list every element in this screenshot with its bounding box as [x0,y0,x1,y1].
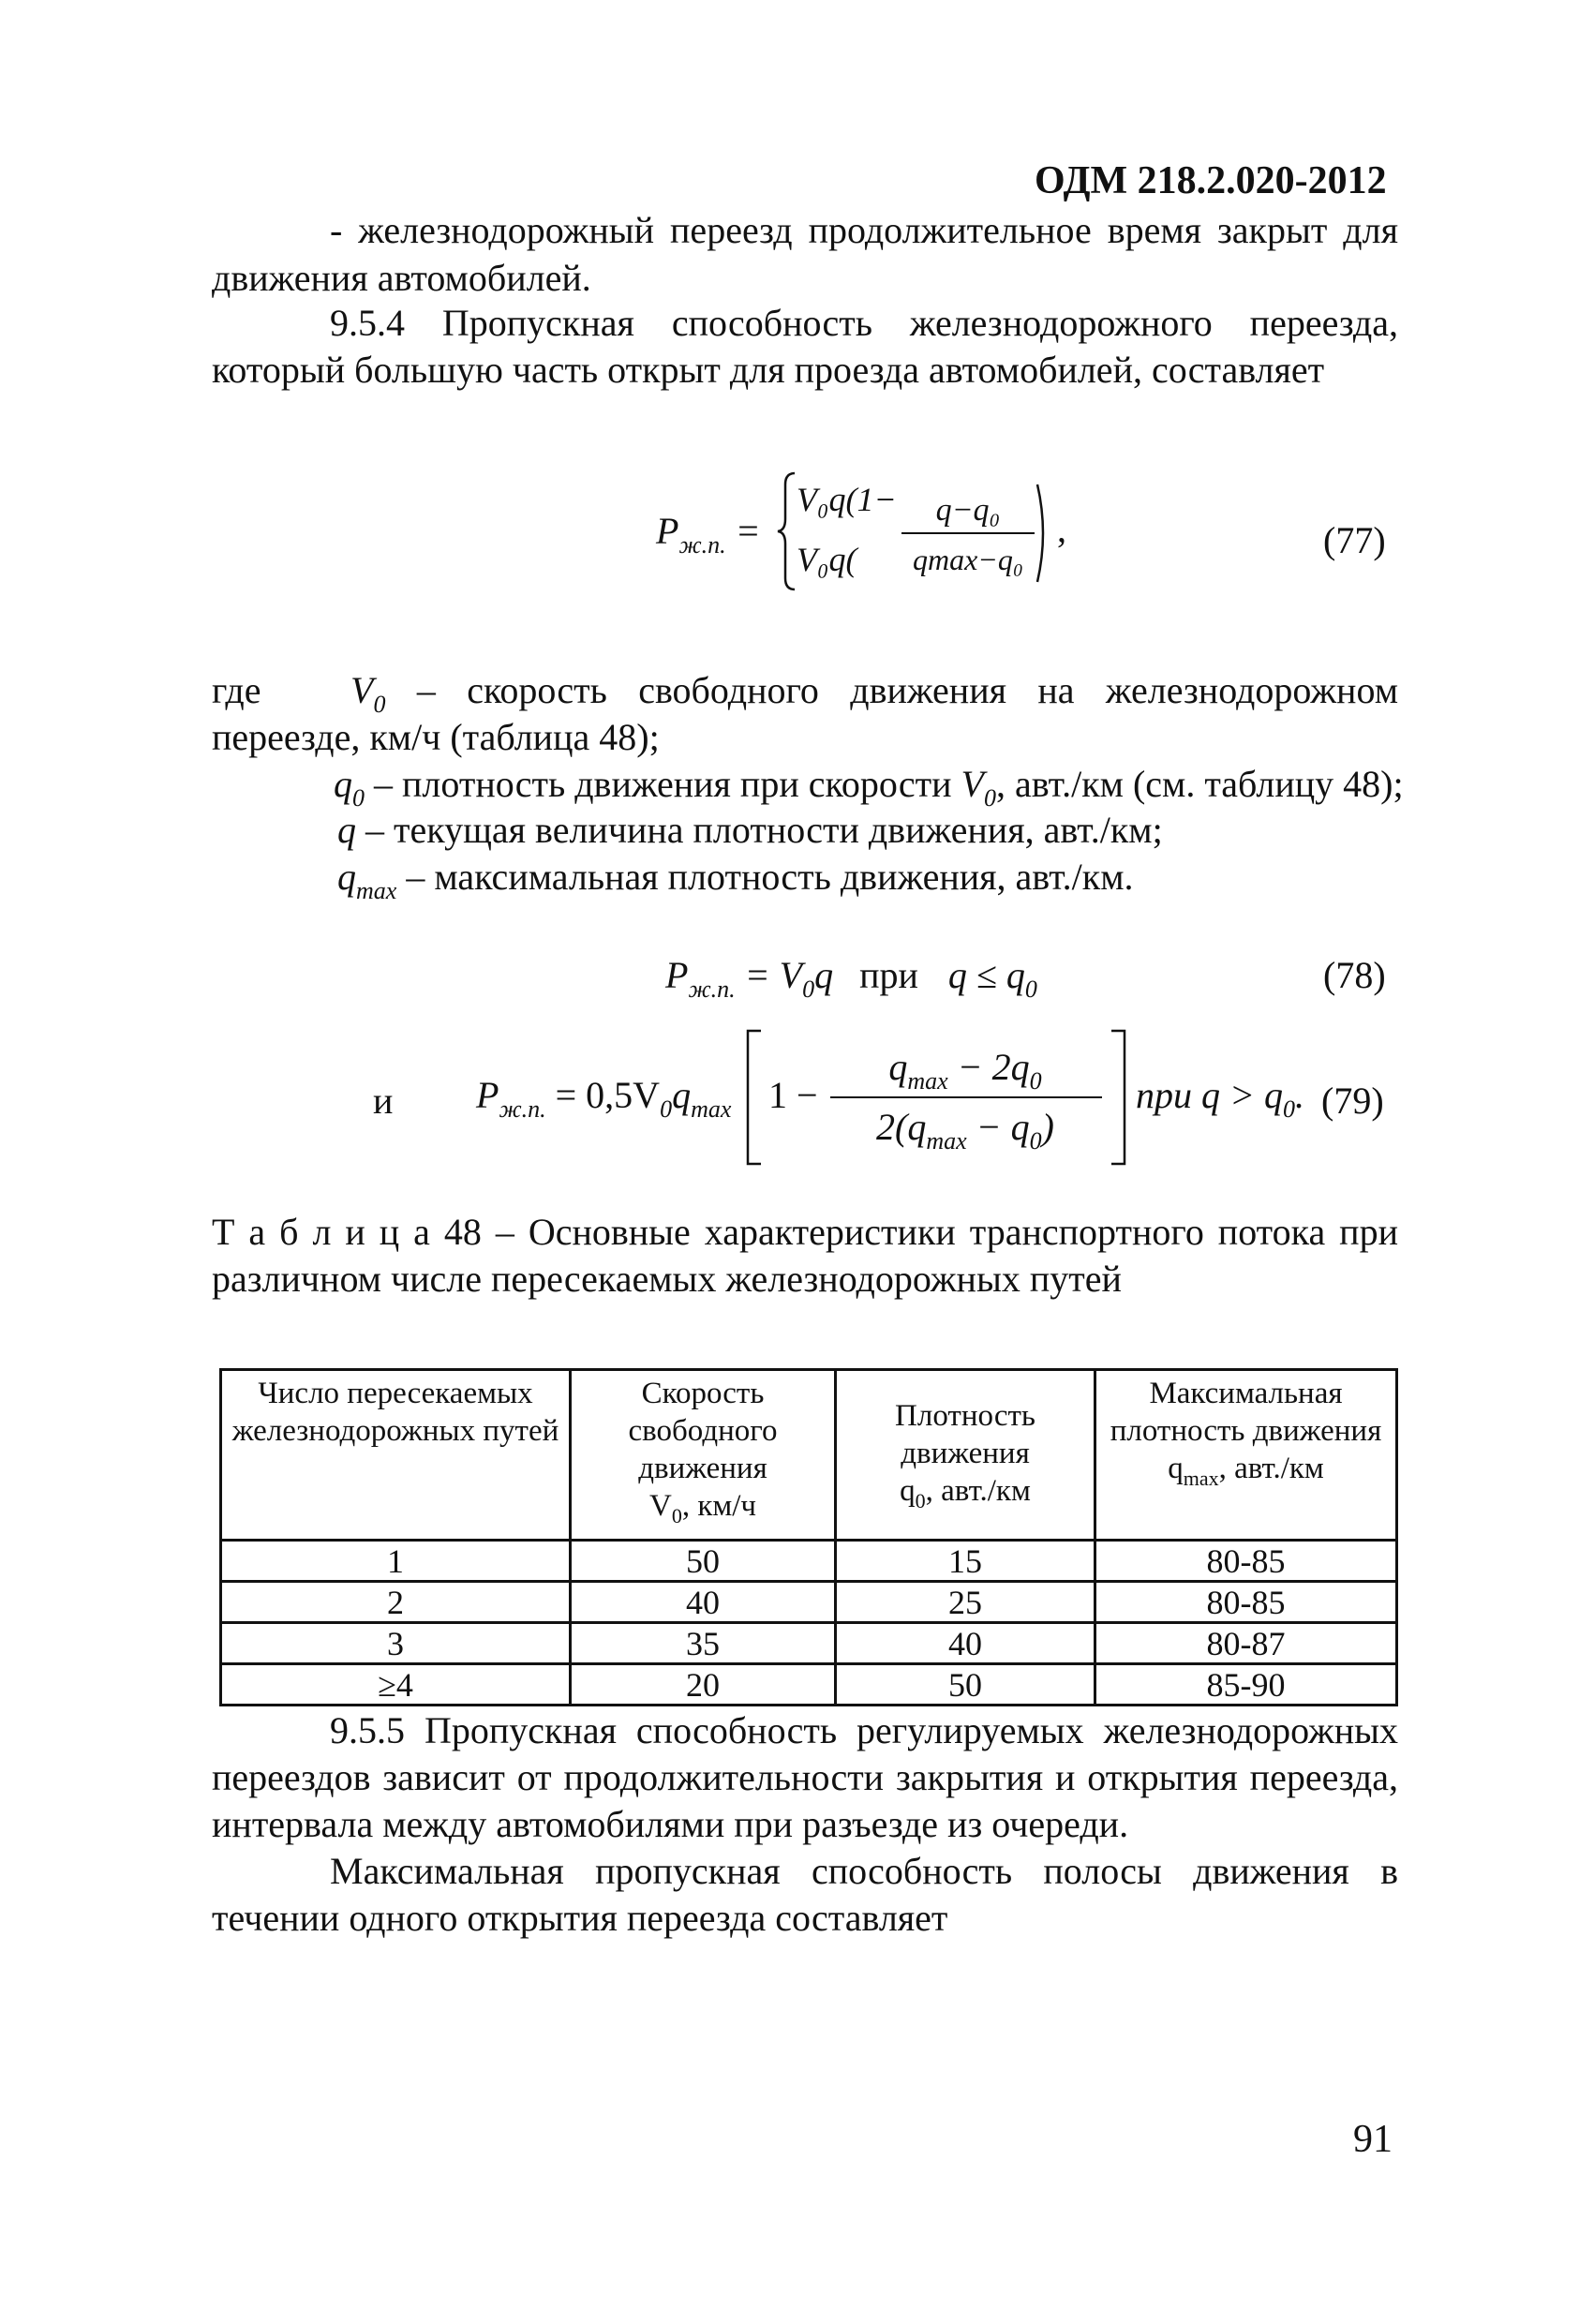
formula-conjunction: и [373,1080,394,1122]
where-q0-text-a: – плотность движения при скорости [365,763,961,805]
formula-lhs: P [476,1074,499,1116]
table-header-cell: Плотность движения $q_0$, авт./км [836,1370,1095,1541]
fraction-bar [830,1096,1102,1098]
formula-cond-word: при [859,954,918,996]
formula-numerator: $q_{max} - 2q_0$ [888,1046,1042,1095]
paragraph-line: который большую часть открыт для проезда автомобилей, составляет [212,349,1325,391]
formula-79 [476,1021,1404,1171]
table-caption-label: Т а б л и ц а 48 [212,1211,482,1253]
formula-lhs-sub: ж.п. [678,531,726,559]
document-code: ОДМ 218.2.020-2012 [1035,159,1387,202]
table-cell: 1 [221,1541,571,1582]
symbol-qmax-sub: max [356,877,397,904]
paragraph-line: - железнодорожный переезд продолжительное время закрыт для [330,209,1398,251]
formula-rhs-q: q [672,1074,692,1116]
where-qmax-line [337,854,1134,905]
table-cell: 40 [836,1623,1095,1664]
table-cell: 50 [571,1541,836,1582]
equation-number: (78) [1323,954,1386,996]
formula-eq: = [735,510,761,552]
formula-rhs-sub: 0 [802,976,815,1003]
symbol-q0: q [334,763,352,805]
formula-condition: при $q > q_0$. [1136,1074,1304,1123]
table-cell: 2 [221,1582,571,1623]
table-cell: 80-87 [1095,1623,1397,1664]
table-caption-line2: различном числе пересекаемых железнодорожных путей [212,1258,1122,1300]
where-v0-text: – скорость свободного движения на железнодорожном [385,669,1398,711]
table-header-cell: Скорость свободного движения $V_0$, км/ч [571,1370,836,1541]
table-cell: 85-90 [1095,1664,1397,1706]
where-q0-line [334,761,1404,812]
paragraph-line: 9.5.5 Пропускная способность регулируемых железнодорожных [330,1709,1398,1751]
table-cell: 40 [571,1582,836,1623]
formula-rhs-sub: 0 [660,1095,673,1123]
paragraph-line: переездов зависит от продолжительности закрытия и открытия переезда, [212,1756,1398,1798]
formula-lhs-sub: ж.п. [688,976,736,1003]
table-cell: 20 [571,1664,836,1706]
paragraph-line: движения автомобилей. [212,257,591,299]
where-q-line [337,807,1163,854]
formula-78 [665,952,1037,1004]
formula-rhs: = V [735,954,803,996]
paragraph-line: Максимальная пропускная способность полосы движения в [330,1850,1398,1892]
table-48 [219,1368,1398,1706]
paragraph-line: течении одного открытия переезда составляет [212,1897,948,1939]
fraction-bar [901,532,1035,534]
page-number: 91 [1353,2118,1393,2161]
where-intro: где [212,669,261,711]
right-bracket-icon [1110,1029,1128,1166]
formula-bottom: V₀q( [797,541,857,578]
table-cell: ≥4 [221,1664,571,1706]
symbol-qmax: q [337,856,356,898]
left-bracket-icon [744,1029,763,1166]
formula-cond: q ≤ q [947,954,1025,996]
where-q-text: – текущая величина плотности движения, авт./км; [356,809,1163,851]
paragraph-line: 9.5.4 Пропускная способность железнодорожного переезда, [330,302,1398,344]
equation-number: (79) [1321,1080,1384,1122]
formula-lhs: P [656,510,679,552]
paragraph-line: интервала между автомобилями при разъезде из очереди. [212,1803,1129,1845]
table-row [221,1541,1397,1582]
table-cell: 25 [836,1582,1095,1623]
symbol-v0-sub: 0 [373,691,386,718]
formula-rhs-sub: max [691,1095,732,1123]
table-caption-text: – Основные характеристики транспортного потока при [481,1211,1398,1253]
formula-rhs-q: q [814,954,834,996]
table-cell: 80-85 [1095,1541,1397,1582]
table-cell: 35 [571,1623,836,1664]
table-caption [212,1209,1398,1256]
formula-numerator: q−q₀ [935,493,1001,528]
formula-denominator: qmax−q₀ [912,543,1024,576]
where-v0-line2: переезде, км/ч (таблица 48); [212,716,660,758]
equation-number: (77) [1323,519,1386,561]
table-cell: 80-85 [1095,1582,1397,1623]
table-header-cell: Максимальная плотность движения $q_{max}$, авт./км [1095,1370,1397,1541]
formula-top: V₀q(1− [797,481,897,518]
table-row [221,1623,1397,1664]
symbol-q0-sub: 0 [352,784,365,812]
formula-lhs: P [665,954,689,996]
formula-one-minus: 1 − [768,1074,818,1116]
table-header-row [221,1370,1397,1541]
formula-denominator: $2(q_{max} - q_0)$ [876,1106,1054,1155]
table-row [221,1664,1397,1706]
table-row [221,1582,1397,1623]
table-cell: 50 [836,1664,1095,1706]
left-brace-icon [776,470,798,592]
symbol-v: V [961,763,984,805]
symbol-v0: V [350,669,374,711]
where-q0-text-b: , авт./км (см. таблицу 48); [995,763,1404,805]
symbol-q: q [337,809,356,851]
table-cell: 15 [836,1541,1095,1582]
formula-cond-sub: 0 [1024,976,1037,1003]
formula-lhs-sub: ж.п. [499,1095,546,1123]
where-qmax-text: – максимальная плотность движения, авт./км. [396,856,1134,898]
table-header-cell: Число пересекаемых железнодорожных путей [221,1370,571,1541]
formula-77: $P_{ж.п.}$ = V₀q(1− V₀q( q−q₀ qmax−q₀ , (77) [656,469,1406,600]
formula-rhs: = 0,5V [545,1074,661,1116]
where-v0-line [350,667,1398,719]
right-paren-icon [1035,482,1051,585]
symbol-v-sub: 0 [983,784,996,812]
table-cell: 3 [221,1623,571,1664]
